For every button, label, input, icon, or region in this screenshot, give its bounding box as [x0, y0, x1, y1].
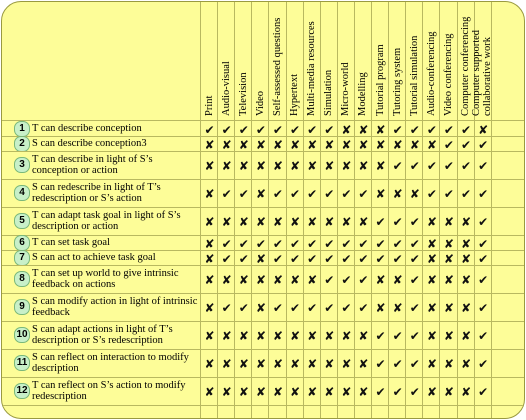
cross-mark-icon: ✘ [375, 159, 386, 173]
cross-mark-icon: ✘ [443, 236, 454, 251]
cross-mark-icon: ✘ [443, 273, 454, 287]
row-label: S can reflect on interaction to modify description [32, 352, 189, 374]
check-mark-icon: ✔ [272, 301, 283, 315]
check-mark-icon: ✔ [409, 215, 420, 229]
column-header: Computer supported collaborative work [471, 29, 494, 116]
cross-mark-icon: ✘ [375, 273, 386, 287]
row-divider [2, 405, 524, 406]
cross-mark-icon: ✘ [307, 273, 318, 287]
check-mark-icon: ✔ [375, 215, 386, 229]
media-comparison-table [1, 1, 525, 419]
cross-mark-icon: ✘ [461, 357, 472, 371]
row-label: T can describe conception [32, 123, 142, 134]
cross-mark-icon: ✘ [204, 385, 215, 399]
cross-mark-icon: ✘ [290, 357, 301, 371]
check-mark-icon: ✔ [478, 329, 489, 343]
column-divider [337, 2, 338, 418]
column-header: Tutorial simulation [408, 35, 420, 116]
check-mark-icon: ✔ [307, 122, 318, 137]
column-header: Video [254, 90, 266, 116]
row-label: S can adapt actions in light of T’s description or S’s redescription [32, 324, 173, 346]
check-mark-icon: ✔ [461, 122, 472, 137]
cross-mark-icon: ✘ [255, 251, 266, 266]
cross-mark-icon: ✘ [204, 137, 215, 152]
column-divider [439, 2, 440, 418]
cross-mark-icon: ✘ [426, 357, 437, 371]
column-header: Multi-media resources [306, 21, 318, 116]
cross-mark-icon: ✘ [255, 159, 266, 173]
column-divider [457, 2, 458, 418]
cross-mark-icon: ✘ [255, 301, 266, 315]
check-mark-icon: ✔ [221, 251, 232, 266]
cross-mark-icon: ✘ [426, 236, 437, 251]
cross-mark-icon: ✘ [358, 329, 369, 343]
check-mark-icon: ✔ [461, 137, 472, 152]
check-mark-icon: ✔ [255, 122, 266, 137]
cross-mark-icon: ✘ [324, 357, 335, 371]
check-mark-icon: ✔ [478, 301, 489, 315]
cross-mark-icon: ✘ [341, 357, 352, 371]
check-mark-icon: ✔ [324, 251, 335, 266]
check-mark-icon: ✔ [409, 329, 420, 343]
check-mark-icon: ✔ [307, 251, 318, 266]
column-header: Self-assessed questions [271, 17, 283, 116]
cross-mark-icon: ✘ [341, 215, 352, 229]
row-number-badge: 9 [14, 299, 30, 315]
check-mark-icon: ✔ [426, 122, 437, 137]
check-mark-icon: ✔ [392, 357, 403, 371]
check-mark-icon: ✔ [392, 329, 403, 343]
cross-mark-icon: ✘ [255, 187, 266, 201]
cross-mark-icon: ✘ [443, 301, 454, 315]
cross-mark-icon: ✘ [204, 215, 215, 229]
column-header: Simulation [323, 69, 335, 116]
check-mark-icon: ✔ [221, 236, 232, 251]
row-number-badge: 11 [14, 355, 30, 371]
cross-mark-icon: ✘ [461, 215, 472, 229]
check-mark-icon: ✔ [290, 122, 301, 137]
cross-mark-icon: ✘ [461, 273, 472, 287]
cross-mark-icon: ✘ [443, 329, 454, 343]
check-mark-icon: ✔ [341, 273, 352, 287]
check-mark-icon: ✔ [409, 122, 420, 137]
column-header: Print [203, 95, 215, 116]
column-divider [354, 2, 355, 418]
column-header: Tutorial program [374, 44, 386, 116]
column-divider [217, 2, 218, 418]
check-mark-icon: ✔ [409, 385, 420, 399]
cross-mark-icon: ✘ [426, 301, 437, 315]
cross-mark-icon: ✘ [221, 137, 232, 152]
cross-mark-icon: ✘ [358, 215, 369, 229]
cross-mark-icon: ✘ [255, 329, 266, 343]
column-divider [234, 2, 235, 418]
cross-mark-icon: ✘ [392, 187, 403, 201]
row-label: S can redescribe in light of T’s redescription or S’s action [32, 182, 161, 204]
column-header: Tutoring system [391, 47, 403, 116]
column-header: Modelling [357, 72, 369, 116]
check-mark-icon: ✔ [409, 236, 420, 251]
column-header: Television [237, 72, 249, 116]
cross-mark-icon: ✘ [324, 137, 335, 152]
check-mark-icon: ✔ [238, 251, 249, 266]
check-mark-icon: ✔ [324, 273, 335, 287]
check-mark-icon: ✔ [392, 215, 403, 229]
cross-mark-icon: ✘ [443, 357, 454, 371]
cross-mark-icon: ✘ [204, 329, 215, 343]
column-divider [251, 2, 252, 418]
check-mark-icon: ✔ [358, 236, 369, 251]
check-mark-icon: ✔ [443, 187, 454, 201]
cross-mark-icon: ✘ [443, 251, 454, 266]
cross-mark-icon: ✘ [255, 273, 266, 287]
column-divider [268, 2, 269, 418]
check-mark-icon: ✔ [375, 251, 386, 266]
check-mark-icon: ✔ [221, 301, 232, 315]
check-mark-icon: ✔ [478, 385, 489, 399]
cross-mark-icon: ✘ [341, 329, 352, 343]
cross-mark-icon: ✘ [255, 385, 266, 399]
cross-mark-icon: ✘ [358, 137, 369, 152]
row-label: S can act to achieve task goal [32, 252, 156, 263]
cross-mark-icon: ✘ [221, 273, 232, 287]
column-header: Computer conferencing [460, 16, 472, 116]
cross-mark-icon: ✘ [375, 301, 386, 315]
row-label: T can describe in light of S’s conception or action [32, 154, 153, 176]
check-mark-icon: ✔ [478, 187, 489, 201]
cross-mark-icon: ✘ [238, 137, 249, 152]
check-mark-icon: ✔ [238, 236, 249, 251]
check-mark-icon: ✔ [409, 159, 420, 173]
cross-mark-icon: ✘ [221, 329, 232, 343]
check-mark-icon: ✔ [358, 273, 369, 287]
column-divider [388, 2, 389, 418]
cross-mark-icon: ✘ [358, 159, 369, 173]
check-mark-icon: ✔ [358, 187, 369, 201]
cross-mark-icon: ✘ [426, 385, 437, 399]
cross-mark-icon: ✘ [375, 137, 386, 152]
cross-mark-icon: ✘ [426, 215, 437, 229]
cross-mark-icon: ✘ [255, 215, 266, 229]
row-number-badge: 8 [14, 271, 30, 287]
column-divider [371, 2, 372, 418]
row-label: T can set up world to give intrinsic feedback on actions [32, 268, 179, 290]
cross-mark-icon: ✘ [204, 187, 215, 201]
cross-mark-icon: ✘ [392, 273, 403, 287]
cross-mark-icon: ✘ [255, 357, 266, 371]
cross-mark-icon: ✘ [443, 385, 454, 399]
cross-mark-icon: ✘ [272, 273, 283, 287]
check-mark-icon: ✔ [341, 236, 352, 251]
check-mark-icon: ✔ [358, 251, 369, 266]
check-mark-icon: ✔ [307, 301, 318, 315]
cross-mark-icon: ✘ [290, 273, 301, 287]
check-mark-icon: ✔ [375, 385, 386, 399]
check-mark-icon: ✔ [478, 236, 489, 251]
column-divider [405, 2, 406, 418]
row-number-badge: 7 [14, 250, 30, 266]
check-mark-icon: ✔ [290, 251, 301, 266]
cross-mark-icon: ✘ [238, 159, 249, 173]
cross-mark-icon: ✘ [272, 329, 283, 343]
check-mark-icon: ✔ [238, 187, 249, 201]
cross-mark-icon: ✘ [238, 385, 249, 399]
check-mark-icon: ✔ [478, 273, 489, 287]
cross-mark-icon: ✘ [426, 251, 437, 266]
check-mark-icon: ✔ [238, 122, 249, 137]
cross-mark-icon: ✘ [272, 385, 283, 399]
column-header: Video conferencing [442, 33, 454, 116]
cross-mark-icon: ✘ [341, 385, 352, 399]
cross-mark-icon: ✘ [358, 357, 369, 371]
check-mark-icon: ✔ [409, 273, 420, 287]
row-label: T can reflect on S’s action to modify redescription [32, 380, 186, 402]
check-mark-icon: ✔ [307, 236, 318, 251]
cross-mark-icon: ✘ [307, 215, 318, 229]
cross-mark-icon: ✘ [324, 159, 335, 173]
check-mark-icon: ✔ [392, 122, 403, 137]
cross-mark-icon: ✘ [307, 385, 318, 399]
cross-mark-icon: ✘ [358, 385, 369, 399]
cross-mark-icon: ✘ [204, 251, 215, 266]
cross-mark-icon: ✘ [221, 357, 232, 371]
check-mark-icon: ✔ [375, 329, 386, 343]
cross-mark-icon: ✘ [272, 137, 283, 152]
cross-mark-icon: ✘ [461, 236, 472, 251]
row-number-badge: 10 [14, 327, 30, 343]
row-label: S can describe conception3 [32, 138, 147, 149]
cross-mark-icon: ✘ [392, 301, 403, 315]
check-mark-icon: ✔ [272, 122, 283, 137]
column-divider [320, 2, 321, 418]
cross-mark-icon: ✘ [221, 215, 232, 229]
column-header: Audio-conferencing [425, 31, 437, 116]
check-mark-icon: ✔ [409, 301, 420, 315]
check-mark-icon: ✔ [324, 301, 335, 315]
cross-mark-icon: ✘ [375, 187, 386, 201]
check-mark-icon: ✔ [341, 187, 352, 201]
check-mark-icon: ✔ [392, 385, 403, 399]
cross-mark-icon: ✘ [461, 301, 472, 315]
check-mark-icon: ✔ [272, 187, 283, 201]
check-mark-icon: ✔ [392, 159, 403, 173]
row-number-badge: 5 [14, 213, 30, 229]
check-mark-icon: ✔ [443, 137, 454, 152]
cross-mark-icon: ✘ [272, 357, 283, 371]
check-mark-icon: ✔ [443, 122, 454, 137]
cross-mark-icon: ✘ [204, 357, 215, 371]
cross-mark-icon: ✘ [392, 137, 403, 152]
cross-mark-icon: ✘ [324, 215, 335, 229]
cross-mark-icon: ✘ [324, 385, 335, 399]
column-divider [200, 2, 201, 418]
cross-mark-icon: ✘ [341, 137, 352, 152]
column-divider [303, 2, 304, 418]
table-grid [2, 2, 524, 418]
cross-mark-icon: ✘ [204, 159, 215, 173]
check-mark-icon: ✔ [272, 251, 283, 266]
cross-mark-icon: ✘ [461, 329, 472, 343]
cross-mark-icon: ✘ [255, 137, 266, 152]
row-label: T can adapt task goal in light of S’s description or action [32, 210, 181, 232]
cross-mark-icon: ✘ [375, 122, 386, 137]
header-divider [2, 120, 524, 121]
check-mark-icon: ✔ [375, 357, 386, 371]
check-mark-icon: ✔ [478, 137, 489, 152]
check-mark-icon: ✔ [392, 251, 403, 266]
check-mark-icon: ✔ [392, 236, 403, 251]
cross-mark-icon: ✘ [426, 329, 437, 343]
cross-mark-icon: ✘ [204, 236, 215, 251]
cross-mark-icon: ✘ [341, 122, 352, 137]
check-mark-icon: ✔ [324, 122, 335, 137]
check-mark-icon: ✔ [204, 122, 215, 137]
cross-mark-icon: ✘ [461, 385, 472, 399]
cross-mark-icon: ✘ [324, 329, 335, 343]
cross-mark-icon: ✘ [307, 357, 318, 371]
cross-mark-icon: ✘ [307, 159, 318, 173]
cross-mark-icon: ✘ [358, 122, 369, 137]
cross-mark-icon: ✘ [443, 215, 454, 229]
row-number-badge: 4 [14, 185, 30, 201]
check-mark-icon: ✔ [478, 159, 489, 173]
cross-mark-icon: ✘ [409, 137, 420, 152]
cross-mark-icon: ✘ [290, 137, 301, 152]
cross-mark-icon: ✘ [461, 251, 472, 266]
check-mark-icon: ✔ [443, 159, 454, 173]
row-number-badge: 2 [14, 136, 30, 152]
cross-mark-icon: ✘ [204, 301, 215, 315]
cross-mark-icon: ✘ [290, 385, 301, 399]
cross-mark-icon: ✘ [238, 273, 249, 287]
cross-mark-icon: ✘ [426, 137, 437, 152]
cross-mark-icon: ✘ [272, 215, 283, 229]
row-number-badge: 12 [14, 383, 30, 399]
cross-mark-icon: ✘ [290, 215, 301, 229]
column-header: Micro-world [340, 62, 352, 116]
check-mark-icon: ✔ [324, 187, 335, 201]
cross-mark-icon: ✘ [426, 273, 437, 287]
cross-mark-icon: ✘ [238, 329, 249, 343]
check-mark-icon: ✔ [238, 301, 249, 315]
check-mark-icon: ✔ [409, 357, 420, 371]
check-mark-icon: ✔ [478, 357, 489, 371]
row-label: T can set task goal [32, 237, 110, 248]
check-mark-icon: ✔ [358, 301, 369, 315]
check-mark-icon: ✔ [307, 187, 318, 201]
check-mark-icon: ✔ [290, 187, 301, 201]
cross-mark-icon: ✘ [204, 273, 215, 287]
cross-mark-icon: ✘ [307, 137, 318, 152]
check-mark-icon: ✔ [426, 187, 437, 201]
cross-mark-icon: ✘ [307, 329, 318, 343]
check-mark-icon: ✔ [341, 251, 352, 266]
check-mark-icon: ✔ [221, 187, 232, 201]
row-number-badge: 3 [14, 157, 30, 173]
row-number-badge: 6 [14, 235, 30, 251]
column-divider [422, 2, 423, 418]
row-label: S can modify action in light of intrinsic feedback [32, 296, 198, 318]
column-header: Hypertext [289, 74, 301, 116]
check-mark-icon: ✔ [290, 236, 301, 251]
column-divider [286, 2, 287, 418]
cross-mark-icon: ✘ [341, 159, 352, 173]
cross-mark-icon: ✘ [221, 159, 232, 173]
cross-mark-icon: ✘ [290, 329, 301, 343]
check-mark-icon: ✔ [461, 159, 472, 173]
cross-mark-icon: ✘ [238, 357, 249, 371]
row-number-badge: 1 [14, 121, 30, 137]
check-mark-icon: ✔ [255, 236, 266, 251]
check-mark-icon: ✔ [409, 251, 420, 266]
check-mark-icon: ✔ [426, 159, 437, 173]
check-mark-icon: ✔ [461, 187, 472, 201]
cross-mark-icon: ✘ [409, 187, 420, 201]
check-mark-icon: ✔ [324, 236, 335, 251]
check-mark-icon: ✔ [478, 215, 489, 229]
check-mark-icon: ✔ [478, 251, 489, 266]
check-mark-icon: ✔ [290, 301, 301, 315]
check-mark-icon: ✔ [341, 301, 352, 315]
cross-mark-icon: ✘ [238, 215, 249, 229]
cross-mark-icon: ✘ [272, 159, 283, 173]
check-mark-icon: ✔ [375, 236, 386, 251]
cross-mark-icon: ✘ [478, 122, 489, 137]
check-mark-icon: ✔ [272, 236, 283, 251]
column-header: Audio-visual [220, 61, 232, 116]
cross-mark-icon: ✘ [290, 159, 301, 173]
cross-mark-icon: ✘ [221, 385, 232, 399]
check-mark-icon: ✔ [221, 122, 232, 137]
